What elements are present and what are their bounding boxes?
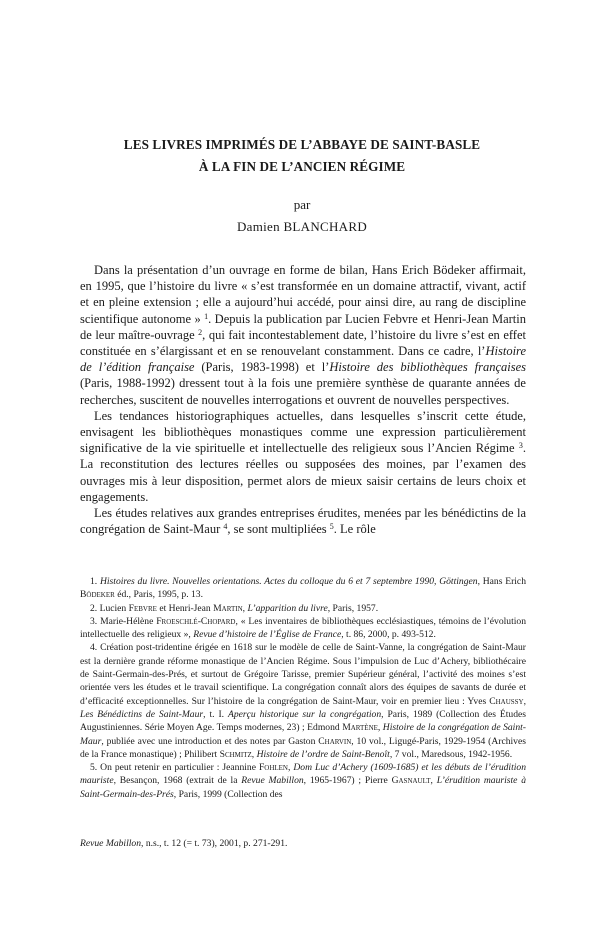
journal-citation-footer: Revue Mabillon, n.s., t. 12 (= t. 73), 2001, p. 271-291. — [80, 838, 288, 849]
footnotes — [80, 575, 526, 801]
author-name: Damien BLANCHARD — [236, 219, 368, 234]
title-line-1: LES LIVRES IMPRIMÉS DE L’ABBAYE DE SAINT-BASLE — [123, 137, 481, 152]
title-line-2: À LA FIN DE L’ANCIEN RÉGIME — [198, 159, 406, 174]
footnote-4: 4. Création post-tridentine érigée en 1618 sur le modèle de celle de Saint-Vanne, la congrégation de Saint-Maur est la dernière grande réforme monastique de l’Ancien Régime. Sous l’impulsion de Luc d’Achery, bibliothécaire de Saint-Germain-des-Prés, et surtout de Grégoire Tarisse, premier Supérieur général, l’activité des moines s’est orientée vers les études et le travail scientifique. La congrégation connaît alors des équipes de savants de durée et d’efficacité exceptionnelles. Sur l’histoire de la congrégation de Saint-Maur, voir en premier lieu : Yves Chaussy, Les Bénédictins de Saint-Maur, t. I. Aperçu historique sur la congrégation, Paris, 1989 (Collection des Études Augustiniennes. Série Moyen Age. Temps modernes, 23) ; Edmond Martène, Histoire de la congrégation de Saint-Maur, publiée avec une introduction et des notes par Gaston Charvin, 10 vol., Ligugé-Paris, 1929-1954 (Archives de la France monastique) ; Philibert Schmitz, Histoire de l’ordre de Saint-Benoît, 7 vol., Maredsous, 1942-1956. — [80, 642, 526, 760]
paragraph-1: Dans la présentation d’un ouvrage en forme de bilan, Hans Erich Bödeker affirmait, en 1995, que l’histoire du livre « s’est transformée en un domaine attractif, vivant, actif et en pleine extension ; elle a aujourd’hui accédé, pour ainsi dire, au rang de discipline scientifique autonome » $^1$. Depuis la publication par Lucien Febvre et Henri-Jean Martin de leur maître-ouvrage $^2$, qui fait incontestablement date, l’histoire du livre s’est en effet constituée en s’élargissant et en se renouvelant constamment. Dans ce cadre, l’Histoire de l’édition française (Paris, 1983-1998) et l’Histoire des bibliothèques françaises (Paris, 1988-1992) dressent tout à la fois une première synthèse de quarante années de recherches, suscitent de nouvelles interrogations et ouvrent de nouvelles perspectives. — [80, 263, 526, 407]
footnote-3: 3. Marie-Hélène Froeschlé-Chopard, « Les inventaires de bibliothèques ecclésiastiques, témoins de l’évolution intellectuelle des religieux », Revue d’histoire de l’Église de France, t. 86, 2000, p. 493-512. — [80, 615, 527, 641]
footnote-ref-2[interactable]: 2 — [198, 327, 203, 337]
footnote-ref-5[interactable]: 5 — [329, 522, 334, 532]
footnote-ref-4[interactable]: 4 — [223, 522, 228, 532]
footnote-5: 5. On peut retenir en particulier : Jeannine Fohlen, Dom Luc d’Achery (1609-1685) et les débuts de l’érudition mauriste, Besançon, 1968 (extrait de la Revue Mabillon, 1965-1967) ; Pierre Gasnault, L’érudition mauriste à Saint-Germain-des-Prés, Paris, 1999 (Collection des — [80, 762, 527, 800]
paragraph-3: Les études relatives aux grandes entreprises érudites, menées par les bénédictins de la congrégation de Saint-Maur $^4$, se sont multipliées $^5$. Le rôle — [80, 506, 526, 537]
footnote-ref-3[interactable]: 3 — [518, 441, 523, 451]
article-title — [60, 134, 544, 178]
article-body — [80, 262, 526, 537]
paragraph-2: Les tendances historiographiques actuelles, dans lesquelles s’inscrit cette étude, envisagent les bibliothèques monastiques comme une expression particulièrement significative de la vie spirituelle et intellectuelle des religieux sous l’Ancien Régime $^3$. La reconstitution des lectures réelles ou supposées des moines, par l’examen des ouvrages mis à leur disposition, permet alors de mieux saisir certains de leurs choix et engagements. — [80, 408, 526, 504]
byline-par: par — [293, 197, 311, 212]
footnote-2: 2. Lucien Febvre et Henri-Jean Martin, L’apparition du livre, Paris, 1957. — [90, 602, 379, 614]
footnote-1: 1. Histoires du livre. Nouvelles orientations. Actes du colloque du 6 et 7 septembre 1990, Göttingen, Hans Erich Bödeker éd., Paris, 1995, p. 13. — [80, 576, 526, 601]
footnote-ref-1[interactable]: 1 — [204, 311, 209, 321]
